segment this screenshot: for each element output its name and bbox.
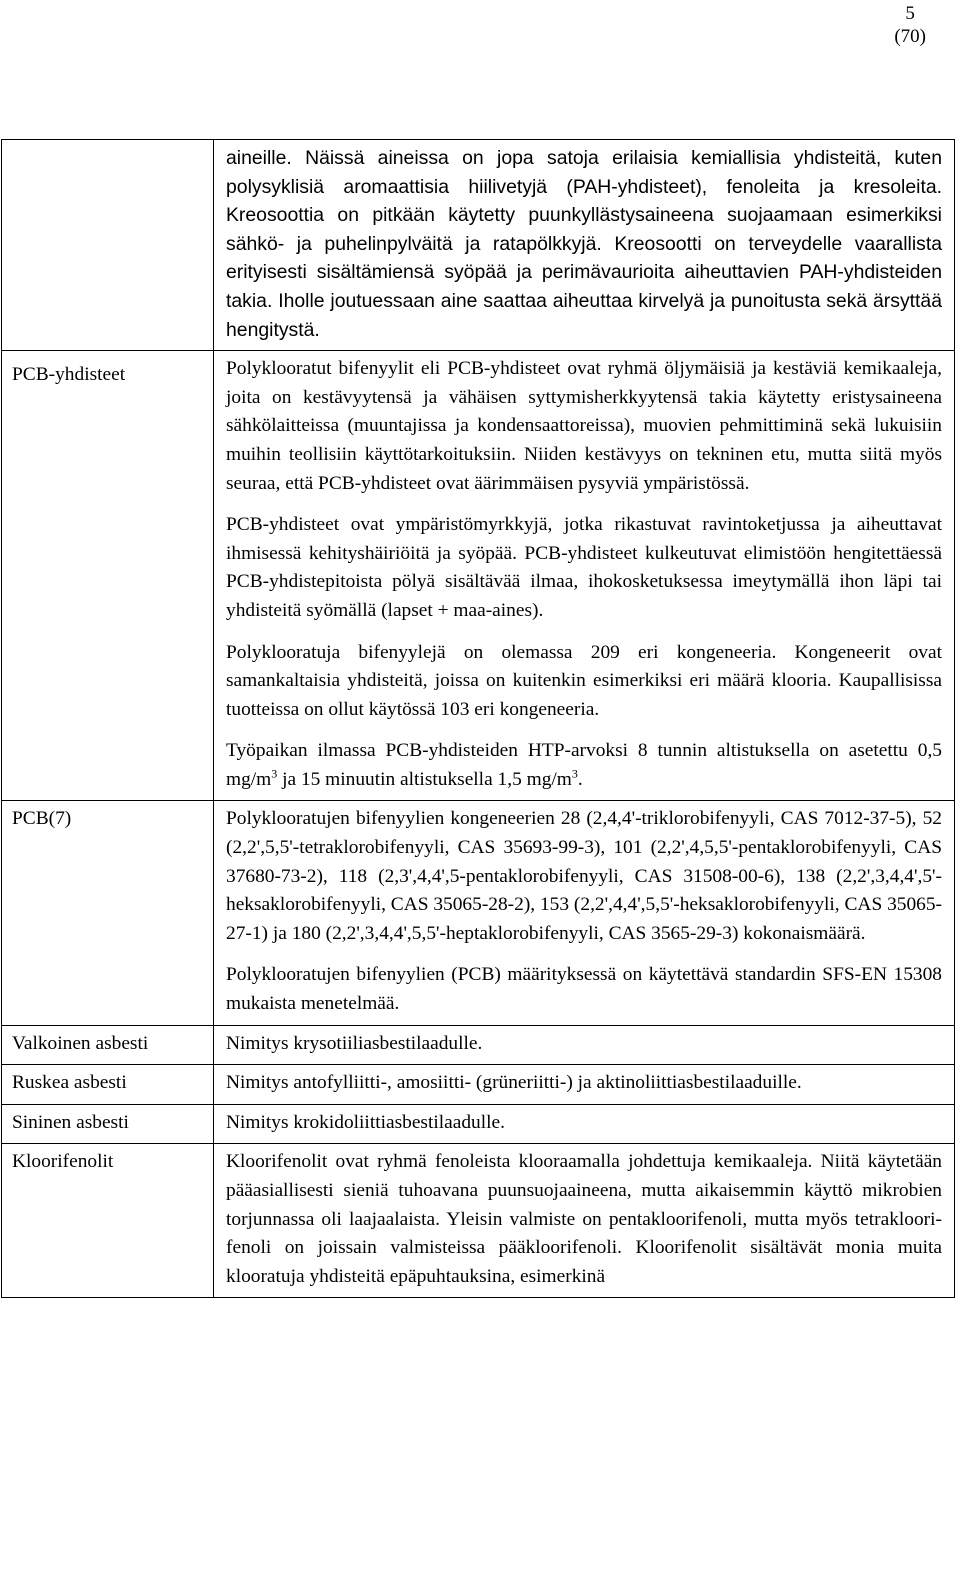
glossary-table — [1, 139, 955, 1298]
term-label: Valkoinen asbesti — [12, 1032, 149, 1054]
term-label: PCB-yhdisteet — [12, 364, 126, 386]
table-row — [2, 140, 955, 351]
definition-paragraph: aineille. Näissä aineissa on jopa satoja erilaisia kemiallisia yhdisteitä, kuten polysyklisiä aromaattisia hiilivetyjä (PAH-yhdisteet), fenoleita ja kresoleita. Kreosoottia on pitkään käytetty puunkyllästysaineena suojaamaan esimerkiksi sähkö- ja puhelinpylväitä ja ratapölkkyjä. Kreosootti on terveydelle vaarallista erityisesti sisältämiensä syöpää ja perimävaurioita aiheuttavien PAH-yhdisteiden takia. Iholle joutuessaan aine saattaa aiheuttaa kirvelyä ja punoitusta sekä ärsyttää hengitystä. — [226, 147, 942, 341]
superscript: 3 — [271, 766, 278, 781]
page-number-total: (70) — [894, 26, 926, 47]
htp-paragraph — [226, 737, 942, 794]
definition-paragraph: Polyklooratut bifenyylit eli PCB-yhdisteet ovat ryhmä öljymäisiä ja kestäviä kemikaaleja, joita on kestävyytensä ja vähäisen syttymisherkkyytensä takia käytetty eristysaineena sähkölaitteissa (muuntajissa ja kondensaattoreissa), muovien pehmittiminä sekä lukuisiin muihin teollisiin käyttötarkoituksiin. Niiden kestävyys on tekninen etu, mutta siitä myös seuraa, että PCB-yhdisteet ovat äärimmäisen pysyviä ympäristössä. — [226, 358, 942, 494]
term-label: Sininen asbesti — [12, 1111, 129, 1133]
definition-cell — [214, 351, 955, 801]
term-cell — [2, 1104, 214, 1144]
definition-cell — [214, 1025, 955, 1065]
table-row — [2, 1104, 955, 1144]
page-number-current: 5 — [905, 3, 915, 24]
definition-cell — [214, 1065, 955, 1105]
term-cell — [2, 351, 214, 801]
superscript: 3 — [571, 766, 578, 781]
table-row — [2, 801, 955, 1025]
definition-paragraph: Polyklooratuja bifenyylejä on olemassa 209 eri kongeneeria. Kongeneerit ovat samankaltaisia yhdisteitä, joissa on kuitenkin esimerkiksi eri määrä klooria. Kaupallisissa tuotteissa on ollut käytössä 103 eri kongeneeria. — [226, 641, 942, 720]
table-row — [2, 1065, 955, 1105]
table-row — [2, 1025, 955, 1065]
definition-cell — [214, 801, 955, 1025]
definition-paragraph: Polyklooratujen bifenyylien (PCB) määrityksessä on käytettävä standardin SFS-EN 15308 mukaista menetelmää. — [226, 964, 942, 1015]
definition-paragraph: Nimitys krysotiiliasbestilaadulle. — [226, 1032, 483, 1054]
term-cell — [2, 1144, 214, 1298]
definition-paragraph: Nimitys krokidoliittiasbestilaadulle. — [226, 1111, 505, 1133]
term-cell — [2, 1065, 214, 1105]
term-cell — [2, 140, 214, 351]
definition-paragraph: Kloorifenolit ovat ryhmä fenoleista klooraamalla johdettuja kemikaaleja. Niitä käytetään pääasiallisesti sieniä tuhoavana puunsuojaaineena, mutta aikaisemmin käyttö mikrobien torjunnassa oli laajaalaista. Yleisin valmiste on pentakloorifenoli, mutta myös tetrakloorifenoli on joissain valmisteissa pääkloorifenoli. Kloorifenolit sisältävät monia muita klooratuja yhdisteitä epäpuhtauksina, esimerkinä — [226, 1151, 942, 1287]
term-cell — [2, 801, 214, 1025]
htp-text-after: . — [577, 768, 583, 790]
page-number — [894, 2, 926, 48]
htp-text-middle: ja 15 minuutin altistuksella 1,5 mg/m — [277, 768, 572, 790]
definition-paragraph: Polyklooratujen bifenyylien kongeneerien 28 (2,4,4'-triklorobifenyyli, CAS 7012-37-5), 52 (2,2',5,5'-tetraklorobifenyyli, CAS 35693-99-3), 101 (2,2',4,5,5'-pentaklorobifenyyli, CAS 37680-73-2), 118 (2,3',4,4',5-pentaklorobifenyyli, CAS 31508-00-6), 138 (2,2',3,4,4',5'-heksaklorobifenyyli, CAS 35065-28-2), 153 (2,2',4,4',5,5'-heksaklorobifenyyli, CAS 35065-27-1) ja 180 (2,2',3,4,4',5,5'-heptaklorobifenyyli, CAS 3565-29-3) kokonaismäärä. — [226, 808, 943, 944]
table-row — [2, 1144, 955, 1298]
term-label: Ruskea asbesti — [12, 1072, 127, 1094]
table-row — [2, 351, 955, 801]
definition-paragraph: Nimitys antofylliitti-, amosiitti- (grüneriitti-) ja aktinoliittiasbestilaaduille. — [226, 1072, 802, 1094]
definition-cell — [214, 140, 955, 351]
term-cell — [2, 1025, 214, 1065]
definition-cell — [214, 1144, 955, 1298]
term-label: Kloorifenolit — [12, 1151, 114, 1173]
htp-text-before: Työpaikan ilmassa PCB-yhdisteiden HTP-arvoksi 8 tunnin altistuksella on asetettu 0,5 mg/m — [226, 740, 942, 790]
definition-paragraph: PCB-yhdisteet ovat ympäristömyrkkyjä, jotka rikastuvat ravintoketjussa ja aiheuttavat ihmisessä kehityshäiriöitä ja syöpää. PCB-yhdisteet kulkeutuvat elimistöön hengitettäessä PCB-yhdistepitoista pölyä sisältävää ilmaa, ihokosketuksessa imeytymällä ihon läpi tai yhdisteitä syömällä (lapset + maa-aines). — [226, 514, 942, 621]
definition-cell — [214, 1104, 955, 1144]
term-label: PCB(7) — [12, 808, 72, 830]
